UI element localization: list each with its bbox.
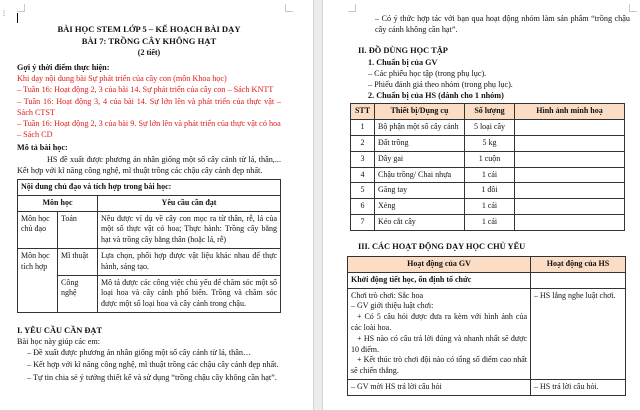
text-cursor (17, 13, 18, 23)
subject-cell: Công nghệ (58, 275, 98, 312)
group-cell: Môn học tích hợp (18, 249, 58, 313)
table-row (18, 275, 281, 312)
equipment-cell: Kéo cắt cây (375, 215, 465, 231)
illustration-cell (515, 167, 625, 183)
stt-cell: 4 (351, 167, 375, 183)
lesson-duration: (2 tiết) (137, 48, 161, 57)
description-text: HS đề xuất được phương án nhân giống một số cây cảnh từ lá, thân,... Kết hợp với kĩ năng công nghệ, mĩ thuật trồng các chậu cây cảnh đẹp nhất. (17, 154, 281, 175)
stt-cell: 5 (351, 183, 375, 199)
document-page-left (0, 0, 313, 410)
illustration-cell (515, 136, 625, 152)
timing-item: – Tuần 16: Hoạt động 2, 3 của bài 9. Sự lớn lên và phát triển của thực vật có hoa – Sách CD (17, 119, 281, 140)
quantity-cell: 1 đôi (465, 183, 515, 199)
table-row (351, 136, 625, 152)
gv-activity-cell: – GV mời HS trả lời câu hỏi (348, 379, 531, 395)
page-corner-mark (285, 4, 293, 12)
requirement-item: – Tự tin chia sẻ ý tưởng thiết kế và sử dụng “trồng chậu cây không cần hạt”. (27, 372, 277, 382)
header-stt: STT (351, 104, 375, 120)
table-row (18, 211, 281, 248)
equipment-cell: Xẻng (375, 199, 465, 215)
equipment-cell: Găng tay (375, 183, 465, 199)
table-row (351, 199, 625, 215)
illustration-cell (515, 120, 625, 136)
requirement-cell: Mô tả được các công việc chủ yếu để chăm sóc một số loại hoa và cây cảnh phổ biến. Trồng và chăm sóc được một số loại hoa và cây cảnh trong chậu. (98, 275, 281, 312)
page-corner-mark (629, 4, 637, 12)
timing-item: – Tuần 16: Hoạt động 3, 4 của bài 14. Sự lớn lên và phát triển của thực vật – Sách CTST (17, 96, 281, 117)
table-row (18, 249, 281, 276)
equipment-cell: Đất trồng (375, 136, 465, 152)
page-corner-mark (348, 4, 356, 12)
header-gv-activity: Hoạt động của GV (348, 257, 531, 273)
gv-activity-cell (348, 288, 531, 379)
stt-cell: 2 (351, 136, 375, 152)
warmup-cell: Khởi động tiết học, ổn định tổ chức (348, 272, 531, 288)
equipment-cell: Chậu trồng/ Chai nhựa (375, 167, 465, 183)
activities-table (347, 256, 626, 396)
section-2-heading: II. ĐỒ DÙNG HỌC TẬP (358, 46, 448, 56)
table-row (351, 120, 625, 136)
empty-cell (531, 272, 626, 288)
table-row (351, 183, 625, 199)
stt-cell: 6 (351, 199, 375, 215)
section-1-intro: Bài học này giúp các em: (17, 337, 100, 347)
quantity-cell: 1 cái (465, 199, 515, 215)
timing-item: – Tuần 16: Hoạt động 2, 3 của bài 14. Sự phát triển của cây con – Sách KNTT (17, 85, 274, 95)
table-row (348, 272, 626, 288)
continued-item: – Có ý thức hợp tác với bạn qua hoạt động nhóm làm sản phẩm “trồng chậu cây cảnh không cần hạt”. (375, 14, 630, 35)
group-cell: Môn học chủ đạo (18, 211, 58, 248)
subject-cell: Toán (58, 211, 98, 248)
integration-table (17, 179, 281, 313)
stt-cell: 7 (351, 215, 375, 231)
subject-cell: Mĩ thuật (58, 249, 98, 276)
illustration-cell (515, 199, 625, 215)
activity-line: – GV giới thiệu luật chơi: (351, 301, 434, 311)
table-row (351, 151, 625, 167)
header-equipment: Thiết bị/Dụng cụ (375, 104, 465, 120)
gv-prep-item: – Các phiếu học tập (trong phụ lục). (368, 68, 487, 78)
section-1-heading: I. YÊU CẦU CẦN ĐẠT (17, 326, 103, 335)
materials-table (350, 103, 625, 230)
header-requirement: Yêu cầu cần đạt (98, 195, 281, 211)
equipment-cell: Bộ phận một số cây cảnh (375, 120, 465, 136)
requirement-item: – Đề xuất được phương án nhân giống một số cây cảnh từ lá, thân… (27, 348, 252, 358)
header-quantity: Số lượng (465, 104, 515, 120)
quantity-cell: 1 cái (465, 167, 515, 183)
stt-cell: 3 (351, 151, 375, 167)
timing-item: Khi dạy nội dung bài Sự phát triển của cây con (môn Khoa học) (17, 74, 227, 84)
header-subject: Môn học (18, 195, 98, 211)
header-hs-activity: Hoạt động của HS (531, 257, 626, 273)
activity-line: + Kết thúc trò chơi đội nào có tổng số điểm cao nhất sẽ chiến thắng. (351, 355, 527, 376)
gv-prep-item: – Phiếu đánh giá theo nhóm (trong phụ lục). (368, 80, 513, 90)
table-row (351, 167, 625, 183)
right-page-content (351, 13, 630, 396)
activity-line: Chơi trò chơi: Sắc hoa (351, 290, 424, 300)
hs-activity-cell: – HS trả lời câu hỏi. (531, 379, 626, 395)
lesson-title: BÀI 7: TRỒNG CÂY KHÔNG HẠT (81, 36, 217, 46)
table-row (348, 288, 626, 379)
page-corner-mark (17, 4, 25, 12)
gv-prep-heading: 1. Chuẩn bị của GV (368, 57, 438, 67)
table-row (351, 215, 625, 231)
description-heading: Mô tả bài học: (17, 143, 68, 153)
integration-table-caption: Nội dung chủ đạo và tích hợp trong bài học: (18, 180, 281, 196)
hs-activity-cell: – HS lắng nghe luật chơi. (531, 288, 626, 379)
activity-line: + HS nào có câu trả lời đúng và nhanh nhất sẽ được 10 điểm. (351, 333, 527, 354)
illustration-cell (515, 183, 625, 199)
quantity-cell: 5 kg (465, 136, 515, 152)
activity-line: + Có 5 câu hỏi được đưa ra kèm với hình ảnh của các loài hoa. (351, 312, 527, 332)
quantity-cell: 1 cuộn (465, 151, 515, 167)
page-gutter (313, 0, 323, 410)
requirement-item: – Kết hợp với kĩ năng công nghệ, mĩ thuật trồng các chậu cây cảnh đẹp nhất. (27, 359, 279, 369)
table-row (348, 379, 626, 395)
header-illustration: Hình ảnh minh hoạ (515, 104, 625, 120)
requirement-cell: Nêu được ví dụ về cây con mọc ra từ thân, rễ, lá của một số thực vật có hoa; Thực hành: Trồng cây bằng hạt và trồng cây bằng thân (hoặc lá, rễ) (98, 211, 281, 248)
stt-cell: 1 (351, 120, 375, 136)
left-page-content (17, 23, 281, 383)
doc-title: BÀI HỌC STEM LỚP 5 – KẾ HOẠCH BÀI DẠY (57, 24, 241, 34)
quantity-cell: 1 cái (465, 215, 515, 231)
illustration-cell (515, 151, 625, 167)
equipment-cell: Dây gai (375, 151, 465, 167)
drag-handle-icon[interactable]: ⋮ (1, 11, 7, 17)
timing-heading: Gợi ý thời điểm thực hiện: (17, 63, 110, 72)
document-page-right (323, 0, 640, 410)
section-3-heading: III. CÁC HOẠT ĐỘNG DẠY HỌC CHỦ YẾU (358, 241, 526, 251)
requirement-cell: Lựa chọn, phối hợp được vật liệu khác nhau để thực hành, sáng tạo. (98, 249, 281, 276)
quantity-cell: 5 loại cây (465, 120, 515, 136)
illustration-cell (515, 215, 625, 231)
hs-prep-heading: 2. Chuẩn bị của HS (dành cho 1 nhóm) (368, 91, 504, 101)
